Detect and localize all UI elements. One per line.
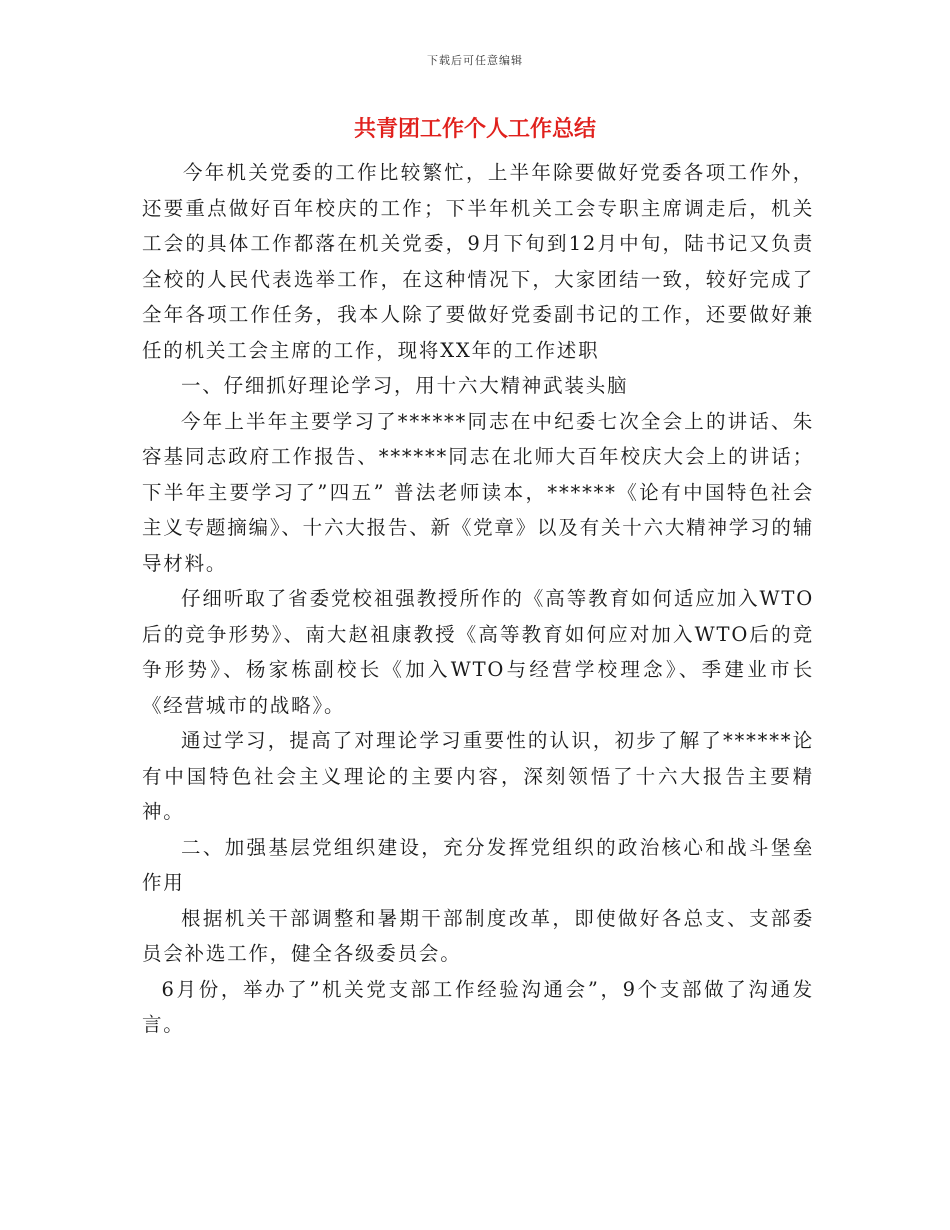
paragraph-study-result: 通过学习，提高了对理论学习重要性的认识，初步了解了******论有中国特色社会主义理论的主要内容，深刻领悟了十六大报告主要精神。	[142, 729, 814, 823]
section-heading-1: 一、仔细抓好理论学习，用十六大精神武装头脑	[181, 374, 629, 397]
paragraph-june-meeting: 6月份，举办了”机关党支部工作经验沟通会”，9个支部做了沟通发言。	[142, 977, 814, 1036]
section-heading-2: 二、加强基层党组织建设，充分发挥党组织的政治核心和战斗堡垒作用	[142, 835, 814, 894]
document-title: 共青团工作个人工作总结	[353, 117, 596, 142]
paragraph-lectures: 仔细听取了省委党校祖强教授所作的《高等教育如何适应加入WTO后的竞争形势》、南大赵祖康教授《高等教育如何应对加入WTO后的竞争形势》、杨家栋副校长《加入WTO与经营学校理念》、季建业市长《经营城市的战略》。	[142, 587, 814, 717]
paragraph-intro: 今年机关党委的工作比较繁忙，上半年除要做好党委各项工作外，还要重点做好百年校庆的工作；下半年机关工会专职主席调走后，机关工会的具体工作都落在机关党委，9月下旬到12月中旬，陆书记又负责全校的人民代表选举工作，在这种情况下，大家团结一致，较好完成了全年各项工作任务，我本人除了要做好党委副书记的工作，还要做好兼任的机关工会主席的工作，现将XX年的工作述职	[142, 161, 814, 362]
paragraph-study-content: 今年上半年主要学习了******同志在中纪委七次全会上的讲话、朱容基同志政府工作报告、******同志在北师大百年校庆大会上的讲话；下半年主要学习了”四五” 普法老师读本，******《论有中国特色社会主义专题摘编》、十六大报告、新《党章》以及有关十六大精神学习的辅导材料。	[142, 409, 814, 575]
paragraph-committee-elections: 根据机关干部调整和暑期干部制度改革，即使做好各总支、支部委员会补选工作，健全各级委员会。	[142, 906, 814, 965]
page-header-note: 下载后可任意编辑	[427, 54, 523, 67]
document-body	[142, 155, 814, 1043]
